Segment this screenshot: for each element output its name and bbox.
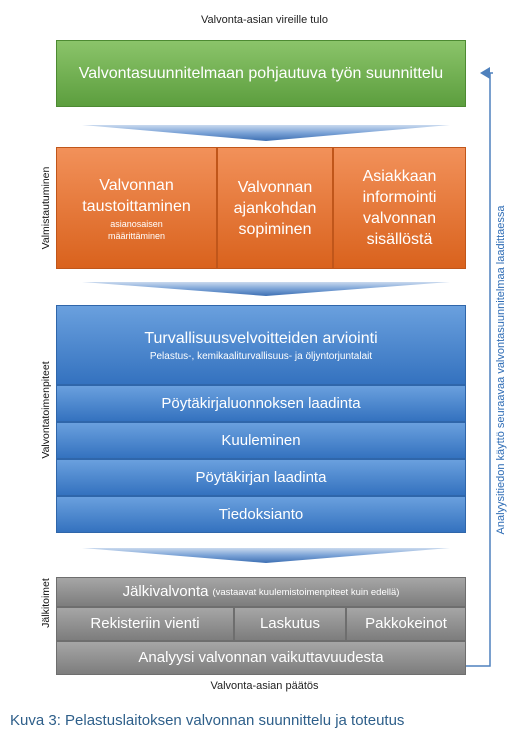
- phase-label-followup: Jälkitoimet: [40, 578, 52, 628]
- end-label: Valvonta-asian päätös: [210, 680, 319, 692]
- figure-caption: Kuva 3: Pelastuslaitoksen valvonnan suunnittelu ja toteutus: [10, 712, 405, 729]
- prep-box-1-subtitle: asianosaisen määrittäminen: [107, 218, 166, 241]
- register-text: Rekisteriin vienti: [90, 615, 200, 632]
- assessment-box: [56, 305, 466, 385]
- assessment-subtitle: Pelastus-, kemikaaliturvallisuus- ja öljyntorjuntalait: [149, 350, 373, 362]
- post-control-box: [56, 577, 466, 607]
- prep-box-3: [333, 147, 466, 269]
- minutes-text: Pöytäkirjan laadinta: [195, 468, 327, 486]
- billing-box: [234, 607, 346, 641]
- draft-box: [56, 385, 466, 422]
- feedback-arrowhead: [480, 67, 490, 79]
- start-label: Valvonta-asian vireille tulo: [201, 14, 328, 26]
- down-chevron-1: [82, 125, 450, 141]
- notification-text: Tiedoksianto: [218, 505, 304, 523]
- prep-box-background: [56, 147, 217, 269]
- prep-box-2-text: Valvonnan ajankohdan sopiminen: [233, 178, 317, 238]
- phase-label-measures: Valvontatoimenpiteet: [40, 361, 52, 459]
- coercive-box: [346, 607, 466, 641]
- analysis-box: [56, 641, 466, 675]
- feedback-arrow-line: [466, 73, 493, 666]
- analysis-text: Analyysi valvonnan vaikuttavuudesta: [138, 649, 384, 666]
- planning-box-text: Valvontasuunnitelmaan pohjautuva työn suunnittelu: [78, 65, 444, 82]
- down-chevron-2: [82, 282, 450, 296]
- draft-text: Pöytäkirjaluonnoksen laadinta: [161, 394, 361, 412]
- notification-box: [56, 496, 466, 533]
- coercive-text: Pakkokeinot: [365, 615, 447, 632]
- assessment-title: Turvallisuusvelvoitteiden arviointi: [144, 329, 378, 347]
- post-control-text: Jälkivalvonta: [122, 583, 209, 600]
- post-control-note: (vastaavat kuulemistoimenpiteet kuin edellä): [212, 586, 400, 598]
- minutes-box: [56, 459, 466, 496]
- phase-label-preparation: Valmistautuminen: [40, 166, 52, 250]
- hearing-text: Kuuleminen: [221, 431, 301, 449]
- prep-box-1-title: Valvonnan taustoittaminen: [82, 176, 191, 215]
- feedback-label: Analyysitiedon käyttö seuraavaa valvontasuunnitelmaa laadittaessa: [495, 205, 507, 535]
- prep-box-2: [217, 147, 333, 269]
- register-box: [56, 607, 234, 641]
- billing-text: Laskutus: [259, 615, 321, 632]
- down-chevron-3: [82, 548, 450, 563]
- prep-box-3-text: Asiakkaan informointi valvonnan sisällöstä: [362, 168, 437, 248]
- hearing-box: [56, 422, 466, 459]
